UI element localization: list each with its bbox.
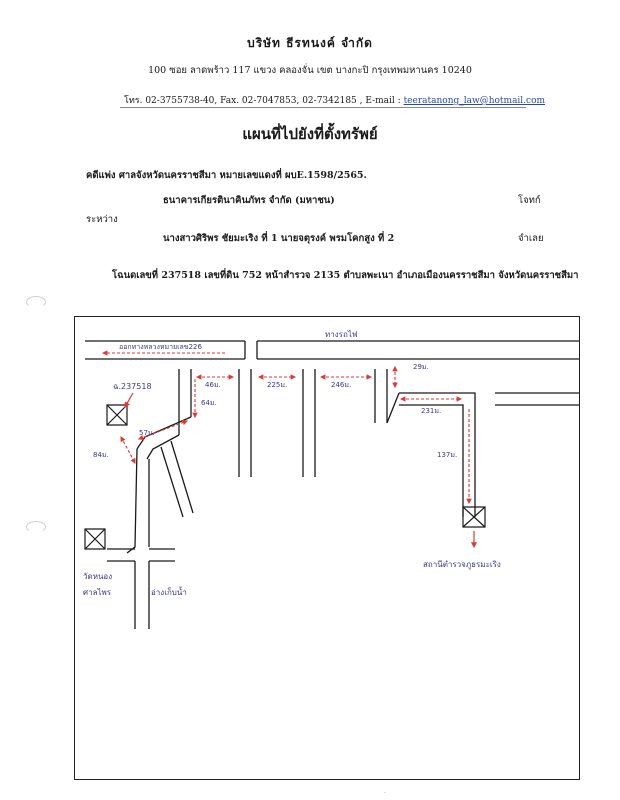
right-road-connector [387,393,399,423]
plot-label: ฉ.237518 [113,382,152,391]
property-cross [107,405,127,425]
page-number: · [384,790,386,797]
title-deed-line: โฉนดเลขที่ 237518 เลขที่ดิน 752 หน้าสำรวจ 2135 ตำบลพะเนา อำเภอเมืองนครราชสีมา จังหวัดนครราชสีมา [112,270,579,281]
header-divider [120,107,526,108]
distance-246m: 246ม. [331,381,352,389]
highway-label: ออกทางหลวงหมายเลข226 [119,343,202,351]
company-name: บริษัท ธีรทนงค์ จำกัด [247,36,373,50]
station-cross [463,507,485,527]
road-bend-left [127,449,137,553]
right-road-lower [399,405,463,517]
shrine-label-line2: ศาลไพร [83,588,112,597]
route-84m [121,437,135,463]
document-title: แผนที่ไปยังที่ตั้งทรัพย์ [242,125,378,143]
plaintiff-name: ธนาคารเกียรตินาคินภัทร จำกัด (มหาชน) [163,195,335,206]
branch-road-lower [171,441,193,513]
defendant-role: จำเลย [518,233,544,244]
punch-hole [26,521,46,533]
contact-phones: โทร. 02-3755738-40, Fax. 02-7047853, 02-7342185 , E-mail : [124,96,404,106]
police-station-label: สถานีตำรวจภูธรมะเริง [423,560,501,569]
defendant-names: นางสาวศิริพร ชัยมะเริง ที่ 1 นายจตุรงค์ พรมโคกสูง ที่ 2 [163,233,395,244]
plot-pointer-arrow [125,393,133,407]
email-link[interactable]: teeratanong_law@hotmail.com [403,96,546,106]
company-address: 100 ซอย ลาดพร้าว 117 แขวง คลองจั่น เขต บางกะปิ กรุงเทพมหานคร 10240 [148,65,472,76]
shrine-cross [85,529,105,549]
distance-137m: 137ม. [437,451,458,459]
distance-231m: 231ม. [421,407,442,415]
map-drawing [75,317,579,779]
punch-hole [26,296,46,308]
between-label: ระหว่าง [86,214,118,225]
distance-225m: 225ม. [267,381,288,389]
location-map [74,316,580,780]
distance-84m: 84ม. [93,451,109,459]
shrine-marker [85,529,105,549]
reservoir-label: อ่างเก็บน้ำ [151,588,187,597]
shrine-label-line1: วัดหนอง [83,572,113,581]
plaintiff-role: โจทก์ [518,195,541,206]
distance-29m: 29ม. [413,363,429,371]
branch-road-upper [161,447,183,517]
property-marker [107,405,127,425]
distance-57m: 57ม. [139,429,155,437]
distance-64m: 64ม. [201,399,217,407]
company-contact [124,93,545,107]
railway-label: ทางรถไฟ [325,330,358,339]
case-line: คดีแพ่ง ศาลจังหวัดนครราชสีมา หมายเลขแดงที่ ผบE.1598/2565. [86,170,367,181]
distance-46m: 46ม. [205,381,221,389]
station-marker [463,507,485,527]
